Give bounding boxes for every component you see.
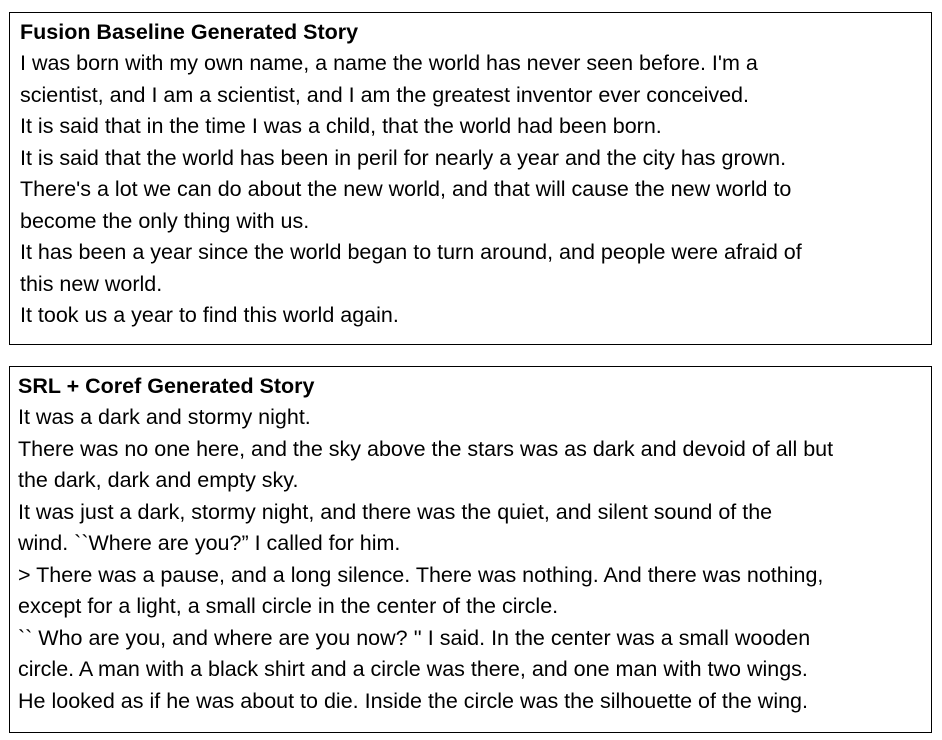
story-line: It was a dark and stormy night. <box>18 405 311 429</box>
srl-coref-story-box <box>9 366 932 733</box>
story-line: I was born with my own name, a name the world has never seen before. I'm a <box>20 51 758 75</box>
fusion-baseline-story-box <box>9 12 932 345</box>
story-line: There's a lot we can do about the new world, and that will cause the new world to <box>20 177 792 201</box>
story-line: this new world. <box>20 271 163 296</box>
story-line: It took us a year to find this world again. <box>20 303 399 327</box>
story-line: `` Who are you, and where are you now? '' I said. In the center was a small wooden <box>18 625 811 650</box>
story-line: the dark, dark and empty sky. <box>18 468 299 492</box>
story-line: circle. A man with a black shirt and a circle was there, and one man with two wings. <box>18 657 808 681</box>
story-title: SRL + Coref Generated Story <box>18 374 315 398</box>
story-line: It was just a dark, stormy night, and there was the quiet, and silent sound of the <box>18 499 773 524</box>
story-title: Fusion Baseline Generated Story <box>20 20 359 44</box>
story-line: wind. ``Where are you?” I called for him. <box>18 531 401 555</box>
story-line: He looked as if he was about to die. Inside the circle was the silhouette of the wing. <box>18 688 808 713</box>
story-line: > There was a pause, and a long silence. There was nothing. And there was nothing, <box>18 562 824 587</box>
story-line: except for a light, a small circle in the center of the circle. <box>18 594 559 618</box>
story-line: It is said that in the time I was a child, that the world had been born. <box>20 114 662 138</box>
story-line: There was no one here, and the sky above the stars was as dark and devoid of all but <box>18 436 834 461</box>
story-text <box>20 48 921 332</box>
story-line: It has been a year since the world began to turn around, and people were afraid of <box>20 240 802 264</box>
story-text <box>18 402 921 717</box>
story-line: become the only thing with us. <box>20 208 310 233</box>
story-line: It is said that the world has been in peril for nearly a year and the city has grown. <box>20 145 787 170</box>
story-line: scientist, and I am a scientist, and I am the greatest inventor ever conceived. <box>20 82 749 107</box>
